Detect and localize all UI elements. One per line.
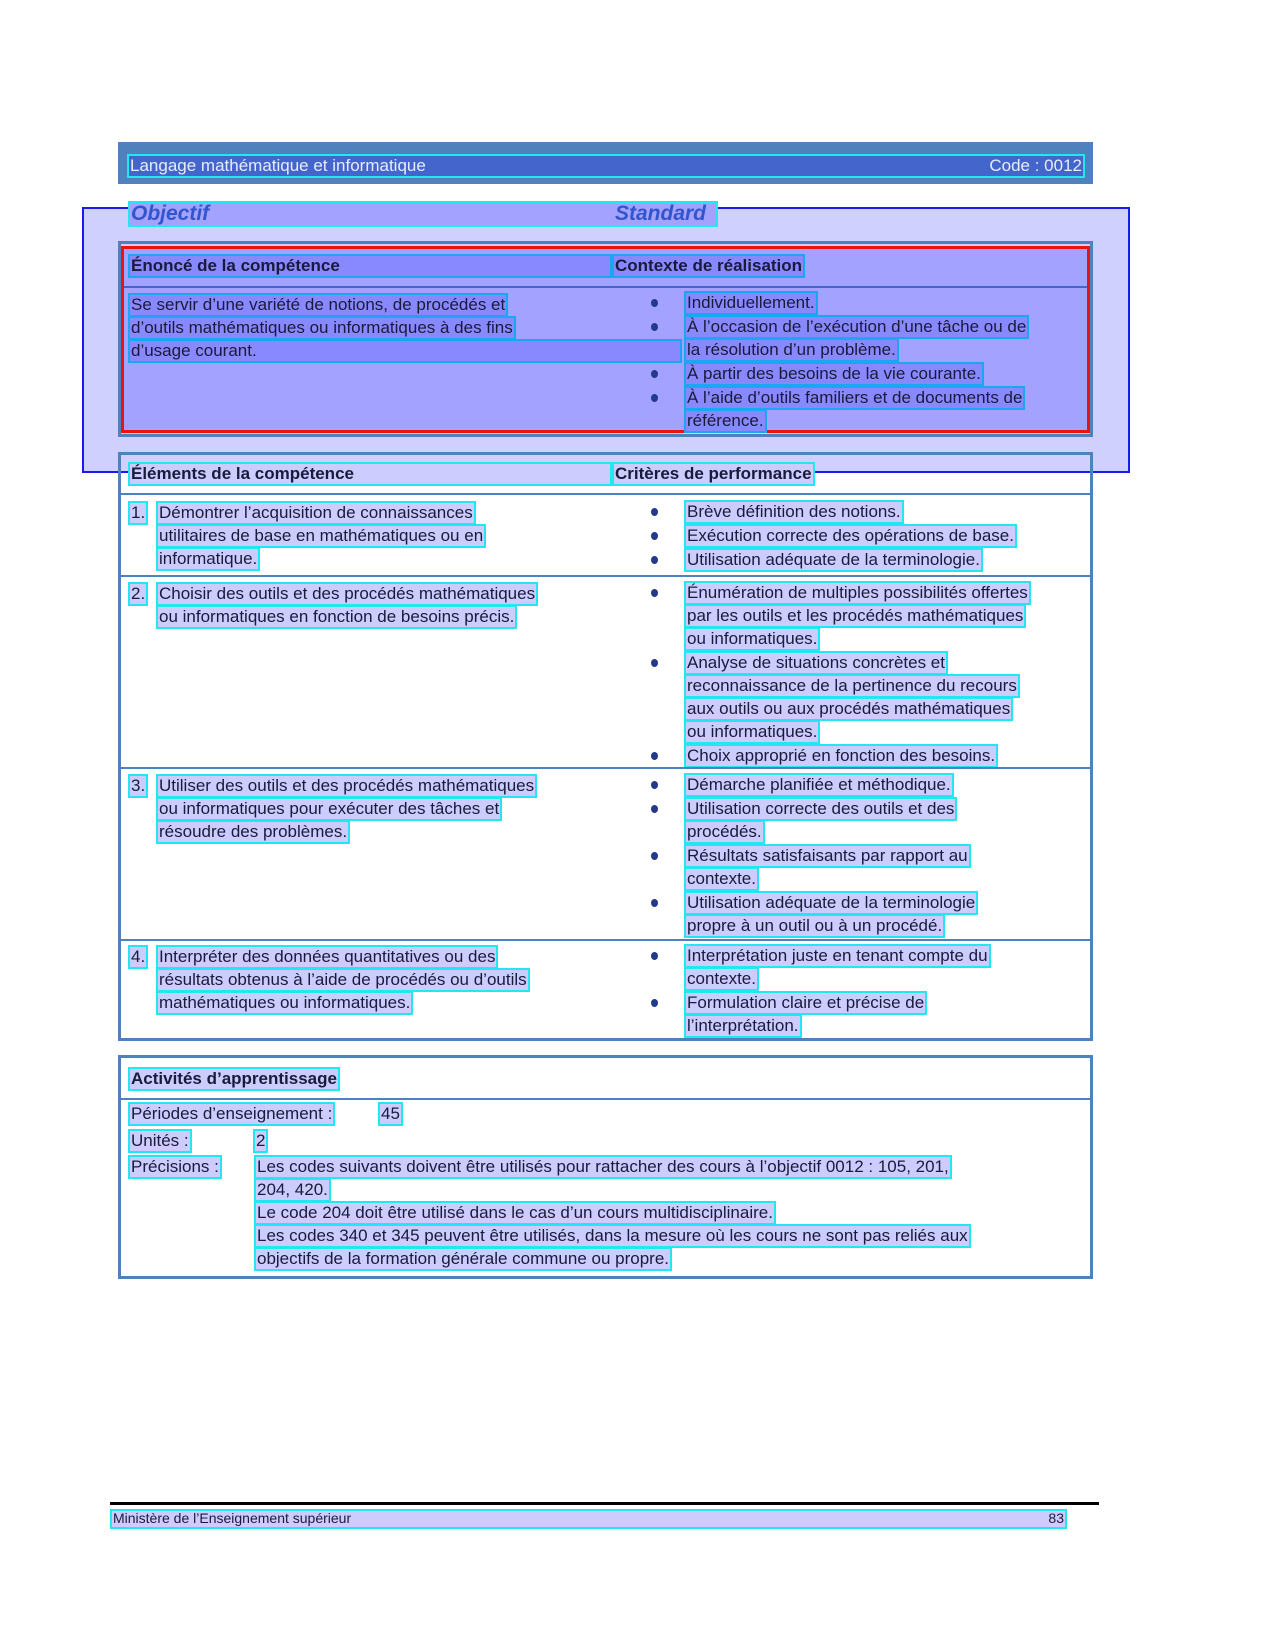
criterion: Analyse de situations concrètes et <box>687 653 945 672</box>
criterion: Brève définition des notions. <box>687 502 901 521</box>
criterion: propre à un outil ou à un procédé. <box>687 916 943 935</box>
context-item: référence. <box>687 411 764 430</box>
precision-line: Les codes suivants doivent être utilisés pour rattacher des cours à l’objectif 0012 : 105, 201, <box>257 1157 949 1176</box>
precision-line: Les codes 340 et 345 peuvent être utilisés, dans la mesure où les cours ne sont pas reliés aux <box>257 1226 968 1245</box>
elements-heading: Éléments de la compétence <box>130 464 610 484</box>
element-text: Démontrer l’acquisition de connaissances <box>159 503 473 522</box>
precisions-label: Précisions : <box>131 1157 219 1176</box>
context-item: À l’aide d’outils familiers et de documents de <box>687 388 1023 407</box>
element-text: Interpréter des données quantitatives ou des <box>159 947 496 966</box>
bullet-icon <box>651 659 658 667</box>
bullet-icon <box>651 589 658 597</box>
bullet-icon <box>651 508 658 516</box>
criterion: Énumération de multiples possibilités offertes <box>687 583 1028 602</box>
bullet-icon <box>651 370 658 378</box>
precision-line: 204, 420. <box>257 1180 328 1199</box>
competence-heading: Énoncé de la compétence <box>130 256 610 276</box>
bullet-icon <box>651 899 658 907</box>
periods-label: Périodes d’enseignement : <box>131 1104 333 1123</box>
element-text: informatique. <box>159 549 258 568</box>
criterion: Utilisation adéquate de la terminologie <box>687 893 976 912</box>
element-text: utilitaires de base en mathématiques ou en <box>159 526 484 545</box>
bullet-icon <box>651 532 658 540</box>
header-title: Langage mathématique et informatique Code : 0012 <box>130 156 1082 175</box>
precision-line: objectifs de la formation générale commune ou propre. <box>257 1249 670 1268</box>
context-item: Individuellement. <box>687 293 815 312</box>
context-heading: Contexte de réalisation <box>615 256 803 275</box>
element-number: 2. <box>131 584 146 603</box>
bullet-icon <box>651 752 658 760</box>
element-number: 4. <box>131 947 146 966</box>
page-number: 83 <box>1048 1510 1064 1526</box>
bullet-icon <box>651 556 658 564</box>
criterion: aux outils ou aux procédés mathématiques <box>687 699 1011 718</box>
criterion: ou informatiques. <box>687 722 818 741</box>
bullet-icon <box>651 999 658 1007</box>
criterion: ou informatiques. <box>687 629 818 648</box>
criterion: Démarche planifiée et méthodique. <box>687 775 951 794</box>
criterion: Choix approprié en fonction des besoins. <box>687 746 996 765</box>
bullet-icon <box>651 781 658 789</box>
header-bar <box>118 142 1093 184</box>
row-divider <box>118 767 1093 769</box>
element-text: ou informatiques pour exécuter des tâches et <box>159 799 500 818</box>
bullet-icon <box>651 952 658 960</box>
row-divider <box>118 1098 1093 1100</box>
context-item: À partir des besoins de la vie courante. <box>687 364 981 383</box>
units-value: 2 <box>256 1131 266 1150</box>
element-text: ou informatiques en fonction de besoins précis. <box>159 607 515 626</box>
bullet-icon <box>651 394 658 402</box>
row-divider <box>118 939 1093 941</box>
competence-statement: d’usage courant. <box>130 341 680 361</box>
criteria-heading: Critères de performance <box>615 464 812 483</box>
criterion: Utilisation correcte des outils et des <box>687 799 955 818</box>
bullet-icon <box>651 299 658 307</box>
standard-label: Standard <box>615 202 707 225</box>
footer-rule <box>110 1502 1099 1505</box>
criterion: reconnaissance de la pertinence du recours <box>687 676 1017 695</box>
context-item: la résolution d’un problème. <box>687 340 896 359</box>
element-number: 1. <box>131 503 146 522</box>
row-divider <box>118 493 1093 495</box>
criterion: par les outils et les procédés mathématiques <box>687 606 1024 625</box>
objective-row: Objectif Standard <box>130 203 716 225</box>
criterion: procédés. <box>687 822 762 841</box>
criterion: Utilisation adéquate de la terminologie. <box>687 550 980 569</box>
element-text: résultats obtenus à l’aide de procédés ou d’outils <box>159 970 527 989</box>
activities-heading: Activités d’apprentissage <box>131 1069 337 1088</box>
precision-line: Le code 204 doit être utilisé dans le cas d’un cours multidisciplinaire. <box>257 1203 773 1222</box>
criterion: contexte. <box>687 969 756 988</box>
element-text: résoudre des problèmes. <box>159 822 348 841</box>
bullet-icon <box>651 805 658 813</box>
context-item: À l’occasion de l’exécution d’une tâche ou de <box>687 317 1027 336</box>
row-divider <box>118 575 1093 577</box>
competence-statement: Se servir d’une variété de notions, de procédés et <box>131 295 506 314</box>
element-text: Utiliser des outils et des procédés mathématiques <box>159 776 535 795</box>
header-code: Code : 0012 <box>989 156 1082 175</box>
footer: Ministère de l’Enseignement supérieur 83 <box>113 1510 1064 1526</box>
units-label: Unités : <box>131 1131 189 1150</box>
bullet-icon <box>651 852 658 860</box>
bullet-icon <box>651 323 658 331</box>
competence-statement: d’outils mathématiques ou informatiques à des fins <box>131 318 513 337</box>
criterion: Interprétation juste en tenant compte du <box>687 946 988 965</box>
element-text: mathématiques ou informatiques. <box>159 993 411 1012</box>
element-number: 3. <box>131 776 146 795</box>
criterion: Résultats satisfaisants par rapport au <box>687 846 968 865</box>
criterion: Formulation claire et précise de <box>687 993 925 1012</box>
criterion: Exécution correcte des opérations de base. <box>687 526 1014 545</box>
criterion: l’interprétation. <box>687 1016 799 1035</box>
criterion: contexte. <box>687 869 756 888</box>
element-text: Choisir des outils et des procédés mathématiques <box>159 584 536 603</box>
periods-value: 45 <box>381 1104 400 1123</box>
